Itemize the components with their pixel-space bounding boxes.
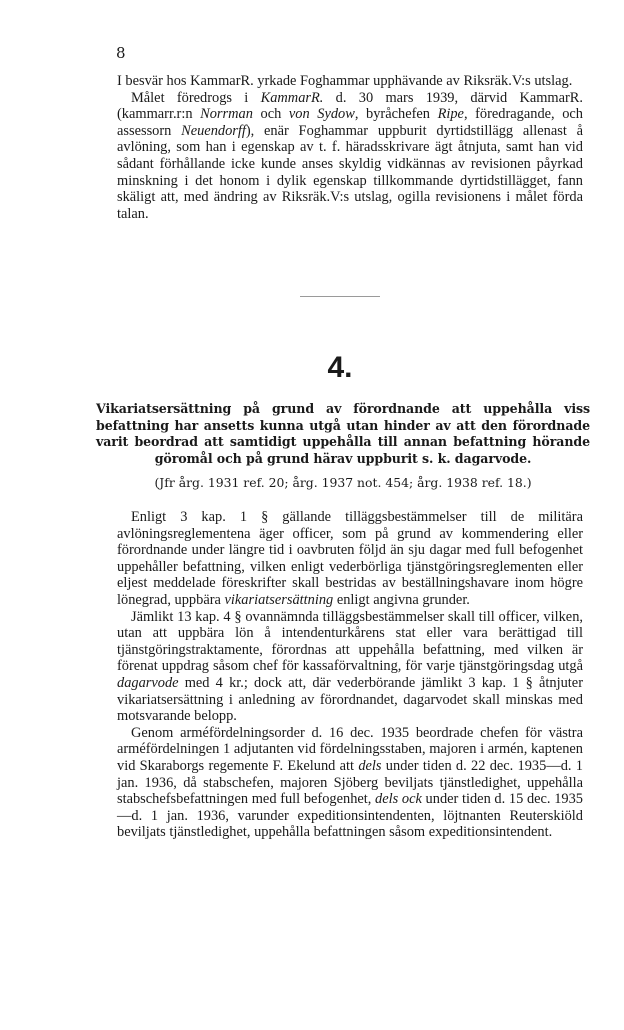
page-number: 8 <box>116 44 126 62</box>
text-run: med 4 kr.; dock att, där vederbörande jämlikt 3 kap. 1 § åtnjuter vikariatsersättning i anledning av förordnandet, dagarvodet skall minskas med motsvarande belopp. <box>117 674 583 725</box>
italic-run: von Sydow <box>288 106 355 123</box>
text-run: , byråchefen <box>354 106 438 123</box>
text-run: I besvär hos KammarR. yrkade Foghammar upphävande av Riksräk.V:s utslag. <box>117 73 573 89</box>
reference-note: (Jfr årg. 1931 ref. 20; årg. 1937 not. 454; årg. 1938 ref. 18.) <box>154 475 532 490</box>
main-text-block <box>117 509 583 841</box>
top-text-block <box>117 73 583 222</box>
text-run: Enligt 3 kap. 1 § gällande tilläggsbestämmelser till de militära avlöningsreglementena äger officer, som på grund av kommendering eller förordnande under längre tid i oavbruten följd än sju dagar med full befogenhet uppehåller befattning, vilken enligt vederbörliga tjänstgöringsreglementen eller eljest meddelade föreskrifter skall bestridas av beställningshavare inom högre lönegrad, uppbära <box>117 509 583 608</box>
italic-run: Norrman <box>200 106 253 123</box>
paragraph <box>117 509 583 609</box>
text-run: under tiden d. 22 dec. 1935—d. 1 jan. 1936, då stabschefen, majoren Sjöberg beviljats tjänstledighet, uppehålla stabschefsbefattningen med full befogenhet, <box>117 757 583 808</box>
text-run: d. 30 mars 1939, därvid KammarR. (kammarr.r:n <box>117 89 583 123</box>
section-divider <box>300 296 380 297</box>
italic-run: KammarR. <box>260 89 324 106</box>
italic-run: dagarvode <box>117 674 179 691</box>
italic-run: Neuendorff <box>181 122 246 139</box>
text-run: enligt angivna grunder. <box>333 591 470 608</box>
paragraph <box>117 90 583 223</box>
paragraph <box>117 725 583 841</box>
paragraph <box>117 609 583 725</box>
text-run: ), enär Foghammar uppburit dyrtidstillägg allenast å avlöning, som han i egenskap av t. f. häradsskrivare ägt åtnjuta, samt han vid sådant förhållande icke kunde anses skyldig vidkännas av revisionen påyrkad minskning i det honom i dylik egenskap tillkommande dyrtidstillägget, fann skäligt att, med ändring av Riksräk.V:s utslag, ogilla revisionens i målet förda talan. <box>117 122 583 222</box>
text-run: Genom arméfördelningsorder d. 16 dec. 1935 beordrade chefen för västra arméfördelningen 1 adjutanten vid fördelningsstaben, majoren i armén, kaptenen vid Skaraborgs regemente F. Ekelund att <box>117 724 583 774</box>
section-heading: Vikariatsersättning på grund av förordnande att uppehålla viss befattning har ansetts kunna utgå utan hinder av att den förordnade varit beordrad att samtidigt uppehålla till annan befattning hörande göromål och på grund härav uppburit s. k. dagarvode. <box>96 401 590 466</box>
section-number: 4. <box>327 351 353 384</box>
italic-run: dels <box>358 757 382 774</box>
text-run: under tiden d. 15 dec. 1935—d. 1 jan. 1936, varunder expeditionsintendenten, löjtnanten Reuterskiöld beviljats tjänstledighet, uppehålla befattningen såsom expeditionsintendent. <box>117 791 583 841</box>
italic-run: Ripe <box>437 106 464 123</box>
paragraph <box>117 73 583 90</box>
text-run: , föredragande, och assessorn <box>117 106 584 139</box>
text-run: Jämlikt 13 kap. 4 § ovannämnda tilläggsbestämmelser skall till officer, vilken, utan att uppbära lön å intendenturkårens stat eller vara berättigad till tjänstgöringstraktamente, förordnas att uppehålla befattning, med vilken är förenat uppdrag såsom chef för kassaförvaltning, för varje tjänstgöringsdag utgå <box>117 608 583 675</box>
italic-run: vikariatsersättning <box>224 591 334 608</box>
italic-run: dels ock <box>375 791 422 808</box>
text-run: och <box>252 106 289 123</box>
text-run: Målet föredrogs i <box>131 89 261 106</box>
